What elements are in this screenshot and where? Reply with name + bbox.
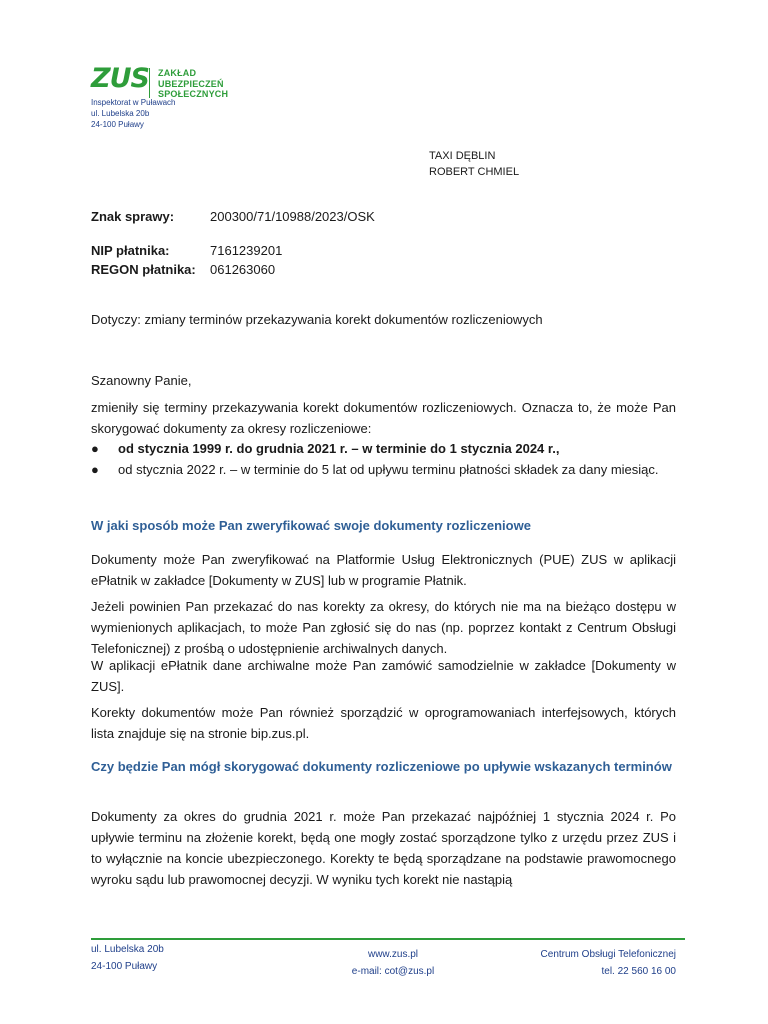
section1-paragraph-1: Dokumenty może Pan zweryfikować na Platformie Usług Elektronicznych (PUE) ZUS w aplikacji ePłatnik w zakładce [Dokumenty w ZUS] lub w programie Płatnik. [91,552,676,588]
section-heading-verification: W jaki sposób może Pan zweryfikować swoje dokumenty rozliczeniowe [91,518,531,533]
footer-phone: tel. 22 560 16 00 [601,966,676,977]
section1-paragraph-4: Korekty dokumentów może Pan również sporządzić w oprogramowaniach interfejsowych, których lista znajduje się na stronie bip.zus.pl. [91,705,676,741]
inspectorate-line: 24-100 Puławy [91,120,144,129]
case-number-row [91,207,491,226]
bullet-icon: ● [91,462,99,477]
footer-website: www.zus.pl [367,949,418,960]
list-item-text: od stycznia 1999 r. do grudnia 2021 r. – w terminie do 1 stycznia 2024 r., [118,441,560,456]
regon-label: REGON płatnika: [91,262,196,277]
footer-address-line: ul. Lubelska 20b [91,944,164,955]
regon-value: 061263060 [210,262,276,277]
addressee-company: TAXI DĘBLIN [429,150,496,162]
logo-divider [149,68,150,98]
inspectorate-address [91,97,176,130]
intro-paragraph: zmieniły się terminy przekazywania korekt dokumentów rozliczeniowych. Oznacza to, że może Pan skorygować dokumenty za okresy rozliczeniowe: [91,400,676,436]
footer-contact [330,946,456,980]
section1-paragraph-3: W aplikacji ePłatnik dane archiwalne może Pan zamówić samodzielnie w zakładce [Dokumenty w ZUS]. [91,658,676,694]
section-heading-after-deadline: Czy będzie Pan mógł skorygować dokumenty rozliczeniowe po upływie wskazanych terminów [91,759,672,774]
nip-label: NIP płatnika: [91,243,170,258]
inspectorate-line: ul. Lubelska 20b [91,109,150,118]
footer-call-center-name: Centrum Obsługi Telefonicznej [540,949,676,960]
logo-line-1: ZAKŁAD [158,68,197,78]
subject-line: Dotyczy: zmiany terminów przekazywania korekt dokumentów rozliczeniowych [91,312,543,327]
logo-line-2: UBEZPIECZEŃ [158,78,224,89]
inspectorate-line: Inspektorat w Puławach [91,98,176,107]
zus-logo-mark: ZUS [91,63,149,94]
footer-email: e-mail: cot@zus.pl [351,966,435,977]
section2-paragraph: Dokumenty za okres do grudnia 2021 r. może Pan przekazać najpóźniej 1 stycznia 2024 r. Po upływie terminu na złożenie korekt, będą one mogły zostać sporządzone tylko z urzędu przez ZUS i to wyłącznie na koncie ubezpieczonego. Korekty te będą sporządzane na podstawie prawomocnego wyroku sądu lub prawomocnej decyzji. W wyniku tych korekt nie nastąpią [91,809,676,887]
list-item [91,438,676,459]
footer-address-line: 24-100 Puławy [91,961,158,972]
addressee-name: ROBERT CHMIEL [429,166,520,178]
footer-address [91,941,164,975]
nip-row [91,241,491,260]
case-number-value: 200300/71/10988/2023/OSK [210,209,375,224]
zus-logo-text [158,68,228,100]
logo-line-3: SPOŁECZNYCH [158,89,229,99]
list-item-text: od stycznia 2022 r. – w terminie do 5 lat od upływu terminu płatności składek za dany miesiąc. [118,462,659,477]
bullet-icon: ● [91,441,99,456]
footer-call-center [500,946,676,980]
greeting: Szanowny Panie, [91,373,192,388]
addressee-block [429,148,519,180]
case-number-label: Znak sprawy: [91,209,175,224]
section1-paragraph-2: Jeżeli powinien Pan przekazać do nas korekty za okresy, do których nie ma na bieżąco dostępu w wymienionych aplikacjach, to może Pan zgłosić się do nas (np. poprzez kontakt z Centrum Obsługi Telefonicznej) z prośbą o udostępnienie archiwalnych danych. [91,599,676,656]
footer-divider [91,938,685,940]
list-item [91,459,676,480]
regon-row [91,260,491,279]
period-list [91,438,676,480]
nip-value: 7161239201 [210,243,283,258]
